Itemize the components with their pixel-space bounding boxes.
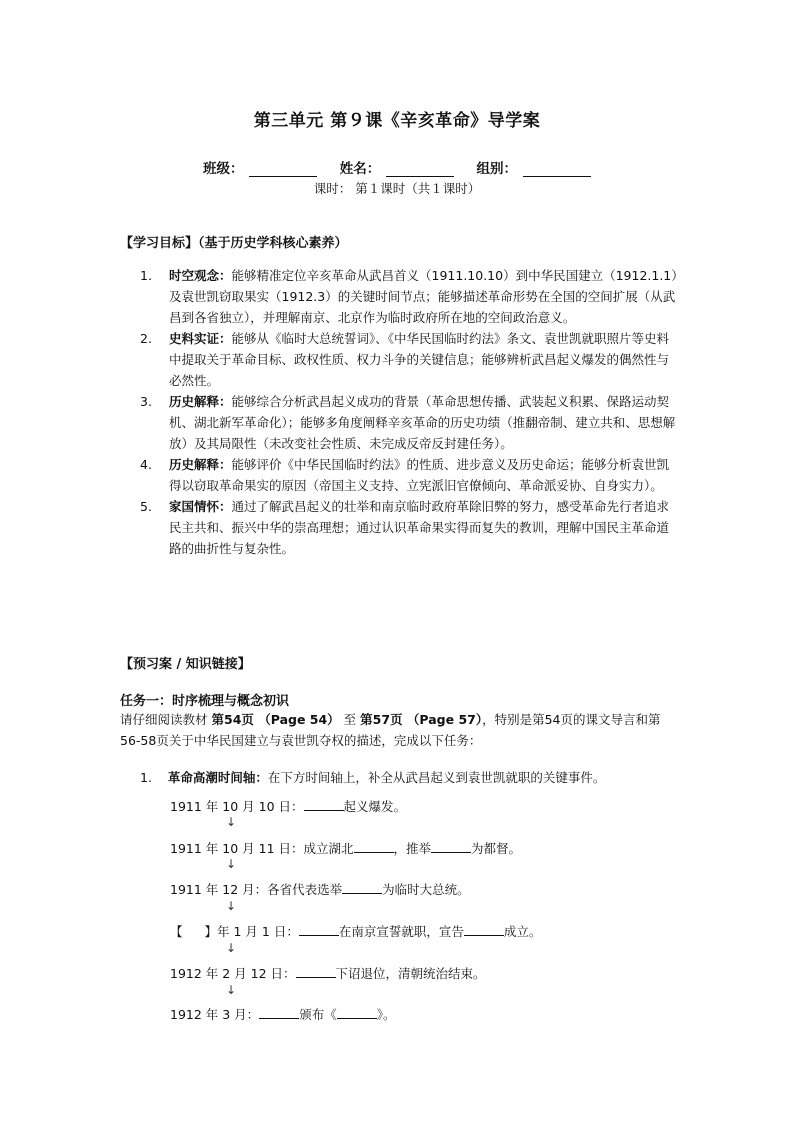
timeline-date: 1911 年 12 月：各省代表选举: [170, 882, 343, 897]
group-field[interactable]: [523, 162, 591, 177]
down-arrow-icon: ↓: [226, 941, 237, 955]
goal-item: [140, 496, 680, 559]
timeline-row: [170, 839, 521, 857]
goal-term: 史料实证：: [169, 331, 232, 346]
goal-text: 通过了解武昌起义的壮举和南京临时政府革除旧弊的努力，感受革命先行者追求民主共和、振兴中华的崇高理想；通过认识革命果实得而复失的教训，理解中国民主革命道路的曲折性与复杂性。: [169, 499, 670, 556]
task-title: 任务一：时序梳理与概念初识: [120, 694, 290, 709]
goal-item: [140, 391, 680, 454]
timeline-row: [170, 922, 541, 940]
goal-item: [140, 265, 680, 328]
item-text: 在下方时间轴上，补全从武昌起义到袁世凯就职的关键事件。: [267, 770, 606, 785]
timeline-row: [170, 1005, 395, 1023]
fill-blank[interactable]: [342, 881, 382, 894]
goals-heading: 【学习目标】（基于历史学科核心素养）: [120, 236, 348, 251]
preview-heading: 【预习案 / 知识链接】: [120, 657, 251, 672]
down-arrow-icon: ↓: [226, 983, 237, 997]
goal-term: 家国情怀：: [169, 499, 232, 514]
class-label: 班级：: [202, 161, 244, 177]
down-arrow-icon: ↓: [226, 857, 237, 871]
down-arrow-icon: ↓: [226, 815, 237, 829]
goal-text: 能够综合分析武昌起义成功的背景（革命思想传播、武装起义积累、保路运动契机、湖北新军革命化）；能够多角度阐释辛亥革命的历史功绩（推翻帝制、建立共和、思想解放）及其局限性（未改变社会性质、未完成反帝反封建任务）。: [169, 394, 676, 451]
page-title: 第三单元 第９课《辛亥革命》导学案: [253, 111, 541, 131]
task-intro: [120, 709, 680, 751]
timeline-bracket: 【: [170, 924, 183, 939]
timeline-text: 》。: [376, 1007, 396, 1022]
intro-text: ，特别是第54页的课文导言和第56-58页关于中华民国建立与袁世凯夺权的描述，完成以下任务：: [120, 712, 661, 748]
timeline-text: 颁布《: [299, 1007, 337, 1022]
intro-text: 请仔细阅读教材: [120, 712, 208, 727]
goal-item: [140, 328, 680, 391]
lesson-period: 课时： 第１课时（共１课时）: [313, 181, 481, 196]
goal-number: 5.: [140, 499, 152, 514]
goal-number: 2.: [140, 331, 152, 346]
timeline-row: [170, 880, 470, 898]
goal-item: [140, 454, 680, 496]
timeline-text: 为都督。: [471, 841, 522, 856]
fill-blank[interactable]: [304, 798, 344, 811]
timeline-row: [170, 964, 486, 982]
fill-blank[interactable]: [354, 840, 394, 853]
timeline-row: [170, 797, 406, 815]
goal-text: 能够评价《中华民国临时约法》的性质、进步意义及历史命运；能够分析袁世凯得以窃取革命果实的原因（帝国主义支持、立宪派旧官僚倾向、革命派妥协、自身实力）。: [169, 457, 670, 493]
timeline-date: 】年 1 月 1 日：: [204, 924, 299, 939]
item-term: 革命高潮时间轴：: [167, 770, 268, 785]
goal-number: 1.: [140, 268, 152, 283]
timeline-date: 1911 年 10 月 10 日：: [170, 799, 304, 814]
goal-number: 4.: [140, 457, 152, 472]
fill-blank[interactable]: [299, 923, 339, 936]
fill-blank[interactable]: [431, 840, 471, 853]
item-number: 1.: [140, 770, 152, 785]
timeline-text: 成立。: [503, 924, 542, 939]
timeline-date: 1912 年 3 月：: [170, 1007, 260, 1022]
timeline-date: 1912 年 2 月 12 日：: [170, 966, 296, 981]
goal-number: 3.: [140, 394, 152, 409]
goal-term: 时空观念：: [169, 268, 232, 283]
timeline-text: 起义爆发。: [343, 799, 407, 814]
down-arrow-icon: ↓: [226, 899, 237, 913]
group-label: 组别：: [476, 161, 518, 177]
class-field[interactable]: [249, 162, 317, 177]
name-label: 姓名：: [339, 161, 381, 177]
timeline-text: 在南京宣誓就职，宣告: [338, 924, 464, 939]
intro-text: 至: [343, 712, 357, 727]
page-ref-54: 第54页 （Page 54）: [211, 712, 340, 727]
goal-term: 历史解释：: [169, 394, 232, 409]
fill-blank[interactable]: [259, 1006, 299, 1019]
timeline-text: 为临时大总统。: [382, 882, 470, 897]
fill-blank[interactable]: [337, 1006, 377, 1019]
timeline-instruction: [140, 767, 700, 788]
fill-blank[interactable]: [296, 965, 336, 978]
timeline-text: ，推举: [393, 841, 432, 856]
timeline-date: 1911 年 10 月 11 日：成立湖北: [170, 841, 354, 856]
goal-text: 能够精准定位辛亥革命从武昌首义（1911.10.10）到中华民国建立（1912.1.1）及袁世凯窃取果实（1912.3）的关键时间节点；能够描述革命形势在全国的空间扩展（从武昌到各省独立），并理解南京、北京作为临时政府所在地的空间政治意义。: [169, 268, 678, 325]
page-ref-57: 第57页 （Page 57）: [360, 712, 483, 727]
student-info: [0, 157, 794, 177]
name-field[interactable]: [386, 162, 454, 177]
goal-text: 能够从《临时大总统誓词》、《中华民国临时约法》条文、袁世凯就职照片等史料中提取关于革命目标、政权性质、权力斗争的关键信息；能够辨析武昌起义爆发的偶然性与必然性。: [169, 331, 670, 388]
goal-term: 历史解释：: [169, 457, 232, 472]
fill-blank[interactable]: [464, 923, 504, 936]
timeline-text: 下诏退位，清朝统治结束。: [335, 966, 486, 981]
goals-list: [140, 265, 680, 559]
